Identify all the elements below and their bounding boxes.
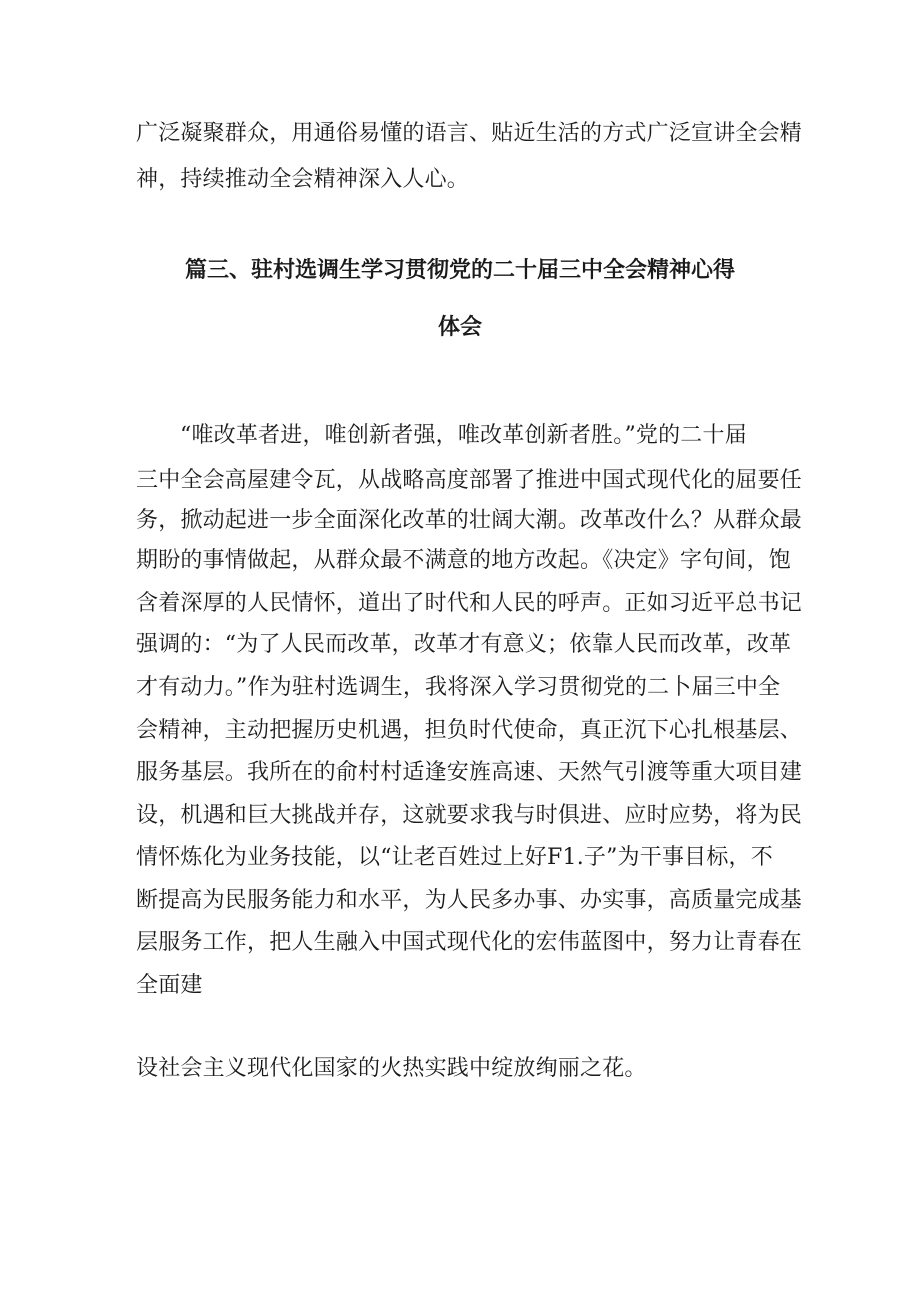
body-line-6: 强调的：“为了人民而改革，改革才有意义；依靠人民而改革，改革 <box>136 632 792 657</box>
section-title-line-1: 篇三、驻村选调生学习贯彻党的二十届三中全会精神心得 <box>184 258 735 283</box>
body-line-4: 期盼的事情做起，从群众最不满意的地方改起。《决定》字句间，饱 <box>136 548 792 573</box>
body-line-2: 三中全会高屋建令瓦，从战略高度部署了推进中国式现代化的屈要任 <box>136 468 803 493</box>
intro-line-1: 广泛凝聚群众，用通俗易懂的语言、贴近生活的方式广泛宣讲全会精 <box>136 121 803 146</box>
body-line-8: 会精神，主动把握历史机遇，担负时代使命，真正沉下心扎根基层、 <box>136 718 803 743</box>
intro-line-2: 神，持续推动全会精神深入人心。 <box>136 167 470 192</box>
body-line-11: 情怀炼化为业务技能，以“让老百姓过上好F1.子”为干事目标，不 <box>136 845 773 870</box>
body-line-1: “唯改革者进，唯创新者强，唯改革创新者胜。”党的二十届 <box>180 423 747 448</box>
body-line-10: 设，机遇和巨大挑战并存，这就要求我与时俱进、应时应势，将为民 <box>136 803 803 828</box>
body-line-3: 务，掀动起进一步全面深化改革的壮阔大潮。改革改什么？从群众最 <box>136 508 803 533</box>
body-line-14: 全面建 <box>136 973 203 998</box>
closing-line: 设社会主义现代化国家的火热实践中绽放绚丽之花。 <box>136 1056 647 1081</box>
body-line-12: 断提高为民服务能力和水平，为人民多办事、办实事，高质量完成基 <box>136 888 803 913</box>
body-line-13: 层服务工作，把人生融入中国式现代化的宏伟蓝图中，努力让青春在 <box>136 930 803 955</box>
section-title-line-2: 体会 <box>437 315 482 340</box>
body-line-5: 含着深厚的人民情怀，道出了时代和人民的呼声。正如习近平总书记 <box>136 591 803 616</box>
body-line-7: 才有动力。”作为驻村选调生，我将深入学习贯彻党的二卜届三中全 <box>136 675 781 700</box>
body-line-9: 服务基层。我所在的俞村村适逢安旌高速、天然气引渡等重大项目建 <box>136 760 803 785</box>
